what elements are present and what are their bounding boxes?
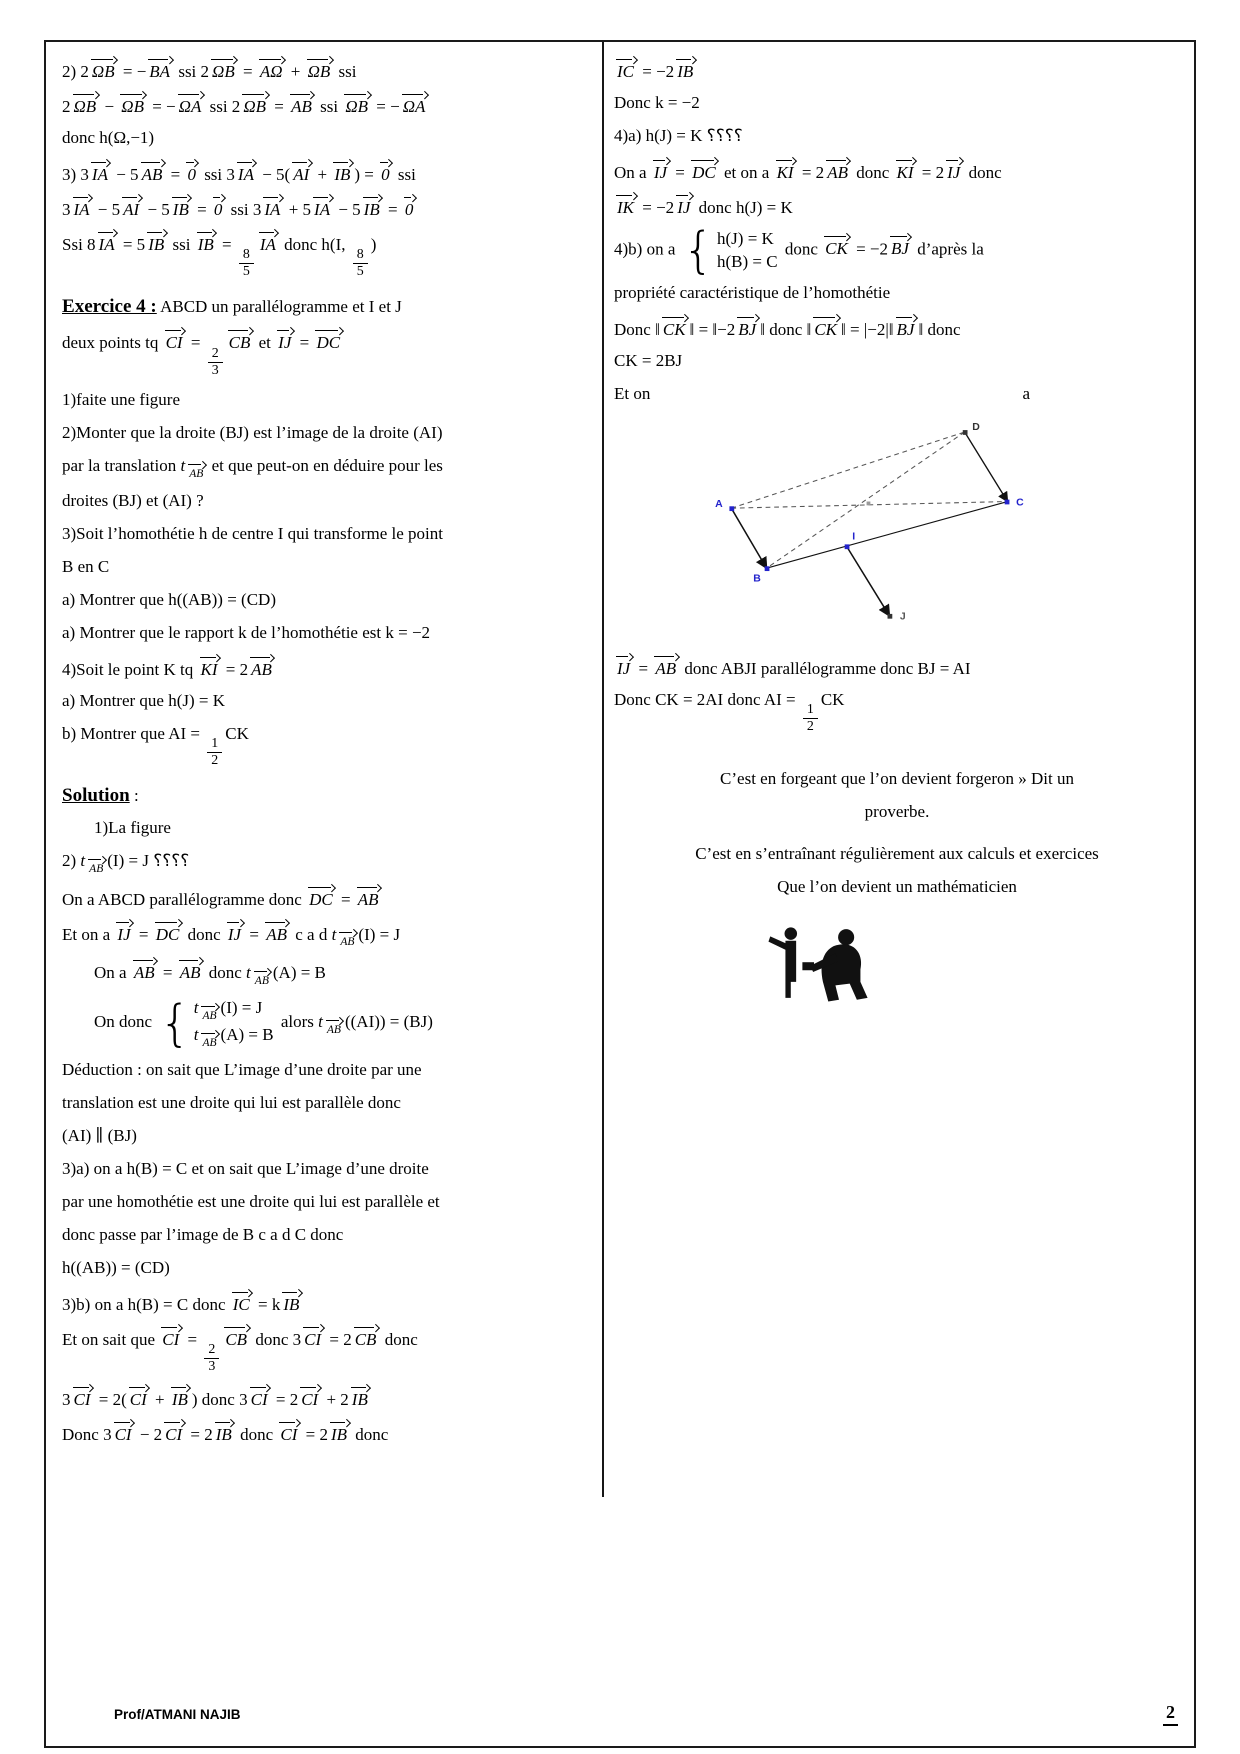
point-label-j: J [899, 611, 906, 623]
text-line: IC = −2 IB [614, 58, 1180, 82]
text-line: 3 CI = 2( CI + IB ) donc 3 CI = 2 CI + 2 IB [62, 1386, 588, 1410]
text-line: (AI) ∥ (BJ) [62, 1125, 137, 1145]
text-line: On a AB = AB donc t $_{AB}$ (A) = B [62, 959, 588, 987]
text-line: IK = −2 IJ donc h(J) = K [614, 194, 1180, 218]
text-line: 4)a) h(J) = K ؟؟؟؟ [614, 126, 743, 145]
point-label-d: D [972, 422, 980, 434]
text-line: donc h(Ω,−1) [62, 128, 155, 147]
forgeron-silhouette-image [764, 910, 889, 1018]
text-line: a) Montrer que h(J) = K [62, 690, 226, 710]
left-column [46, 42, 602, 1746]
column-divider [602, 42, 604, 1497]
text-line: B en C [62, 556, 110, 576]
text-line: Donc ‖ CK ‖ = ‖−2 BJ ‖ donc ‖ CK ‖ = |−2|‖ BJ ‖ donc [614, 316, 1180, 340]
text-line: Donc k = −2 [614, 93, 700, 112]
text-line: Ssi 8 IA = 5 IB ssi IB = $\frac{8}{5}$ IA donc h(I, $\frac{8}{5}$ ) [62, 231, 588, 280]
point-label-a: A [715, 499, 723, 511]
text-line: Que l’on devient un mathématicien [777, 877, 1017, 897]
text-line: propriété caractéristique de l’homothétie [614, 283, 891, 302]
text-line: 2)Monter que la droite (BJ) est l’image de la droite (AI) [62, 422, 443, 442]
text-line: par la translation t $_{AB}$ et que peut-on en déduire pour les [62, 455, 443, 480]
text-line: Et on a [614, 384, 1030, 403]
text-line: 3)b) on a h(B) = C donc IC = k IB [62, 1291, 588, 1315]
text-line: 4)b) on a { h(J) = K h(B) = C donc CK = −2 BJ d’après la [614, 220, 984, 279]
text-line: 3)a) on a h(B) = C et on sait que L’image d’une droite [62, 1158, 429, 1178]
text-line: 2) t $_{AB}$ (I) = J ؟؟؟؟ [62, 850, 190, 875]
point-A [729, 506, 734, 511]
text-line: CK = 2BJ [614, 351, 683, 370]
right-column [602, 42, 1194, 1746]
parallelogram-figure [698, 417, 1098, 647]
text-line: 1)La figure [94, 817, 171, 837]
text-line: 4)Soit le point K tq KI = 2 AB [62, 656, 588, 680]
point-C [1005, 500, 1010, 505]
point-label-c: C [1016, 497, 1024, 509]
text-line: Solution : [62, 784, 139, 806]
text-line: proverbe. [864, 802, 930, 822]
text-line: C’est en forgeant que l’on devient forgeron » Dit un [720, 769, 1074, 789]
diagonal-DB [767, 432, 965, 568]
footer-author: Prof/ATMANI NAJIB [114, 1707, 241, 1722]
text-line: On a IJ = DC et on a KI = 2 AB donc KI = 2 IJ donc [614, 159, 1180, 183]
point-J [888, 614, 893, 619]
text-line: 3)Soit l’homothétie h de centre I qui transforme le point [62, 523, 443, 543]
text-line: Donc 3 CI − 2 CI = 2 IB donc CI = 2 IB donc [62, 1421, 588, 1445]
text-line: translation est une droite qui lui est parallèle donc [62, 1092, 401, 1112]
text-line: Et on sait que CI = $\frac{2}{3}$ CB donc 3 CI = 2 CB donc [62, 1326, 588, 1375]
page-frame [44, 40, 1196, 1748]
text-line: par une homothétie est une droite qui lui est parallèle et [62, 1191, 440, 1211]
text-line: donc passe par l’image de B c a d C donc [62, 1224, 344, 1244]
point-label-b: B [753, 573, 761, 585]
text-line: 1)faite une figure [62, 389, 180, 409]
text-line: 2 ΩB − ΩB = − ΩA ssi 2 ΩB = AB ssi ΩB = − ΩA [62, 93, 588, 117]
segment-CB [767, 502, 1008, 569]
text-line: 3) 3 IA − 5 AB = 0 ssi 3 IA − 5( AI + IB ) = 0 ssi [62, 161, 588, 185]
right-column-top [614, 58, 1180, 406]
vector-DC [965, 432, 1008, 502]
point-label-i: I [852, 531, 856, 543]
silhouette-shapes [768, 928, 867, 1002]
text-line: b) Montrer que AI = $\frac{1}{2}$ CK [62, 723, 249, 768]
right-column-middle [614, 655, 1180, 735]
text-line: deux points tq CI = $\frac{2}{3}$ CB et IJ = DC [62, 329, 588, 378]
proverb-block [614, 769, 1180, 899]
point-B [765, 566, 770, 571]
text-line: Donc CK = 2AI donc AI = $\frac{1}{2}$ CK [614, 690, 845, 735]
text-line: 3 IA − 5 AI − 5 IB = 0 ssi 3 IA + 5 IA − 5 IB = 0 [62, 196, 588, 220]
point-D [963, 430, 968, 435]
segment-AD [731, 432, 964, 508]
text-line: a) Montrer que le rapport k de l’homothétie est k = −2 [62, 622, 431, 642]
vector-IJ [847, 546, 890, 616]
point-I [845, 544, 850, 549]
text-line: C’est en s’entraînant régulièrement aux calculs et exercices [695, 844, 1099, 864]
text-line: droites (BJ) et (AI) ? [62, 490, 204, 510]
text-line: Et on a IJ = DC donc IJ = AB c a d t $_{AB}$ (I) = J [62, 921, 588, 949]
text-line: Exercice 4 : ABCD un parallélogramme et I et J [62, 296, 402, 318]
text-line: Déduction : on sait que L’image d’une droite par une [62, 1059, 422, 1079]
text-line: 2) 2 ΩB = − BA ssi 2 ΩB = AΩ + ΩB ssi [62, 58, 588, 82]
text-line: On a ABCD parallélogramme donc DC = AB [62, 886, 588, 910]
point-center [867, 502, 871, 506]
text-line: h((AB)) = (CD) [62, 1257, 170, 1277]
text-line: On donc { t $_{AB}$ (I) = J t $_{AB}$ (A) = B alors t $_{AB}$ ((AI)) = (BJ) [94, 993, 433, 1052]
page-number: 2 [1163, 1702, 1178, 1726]
text-line: IJ = AB donc ABJI parallélogramme donc BJ = AI [614, 655, 1180, 679]
text-line: a) Montrer que h((AB)) = (CD) [62, 589, 276, 609]
vector-AB [731, 508, 766, 568]
